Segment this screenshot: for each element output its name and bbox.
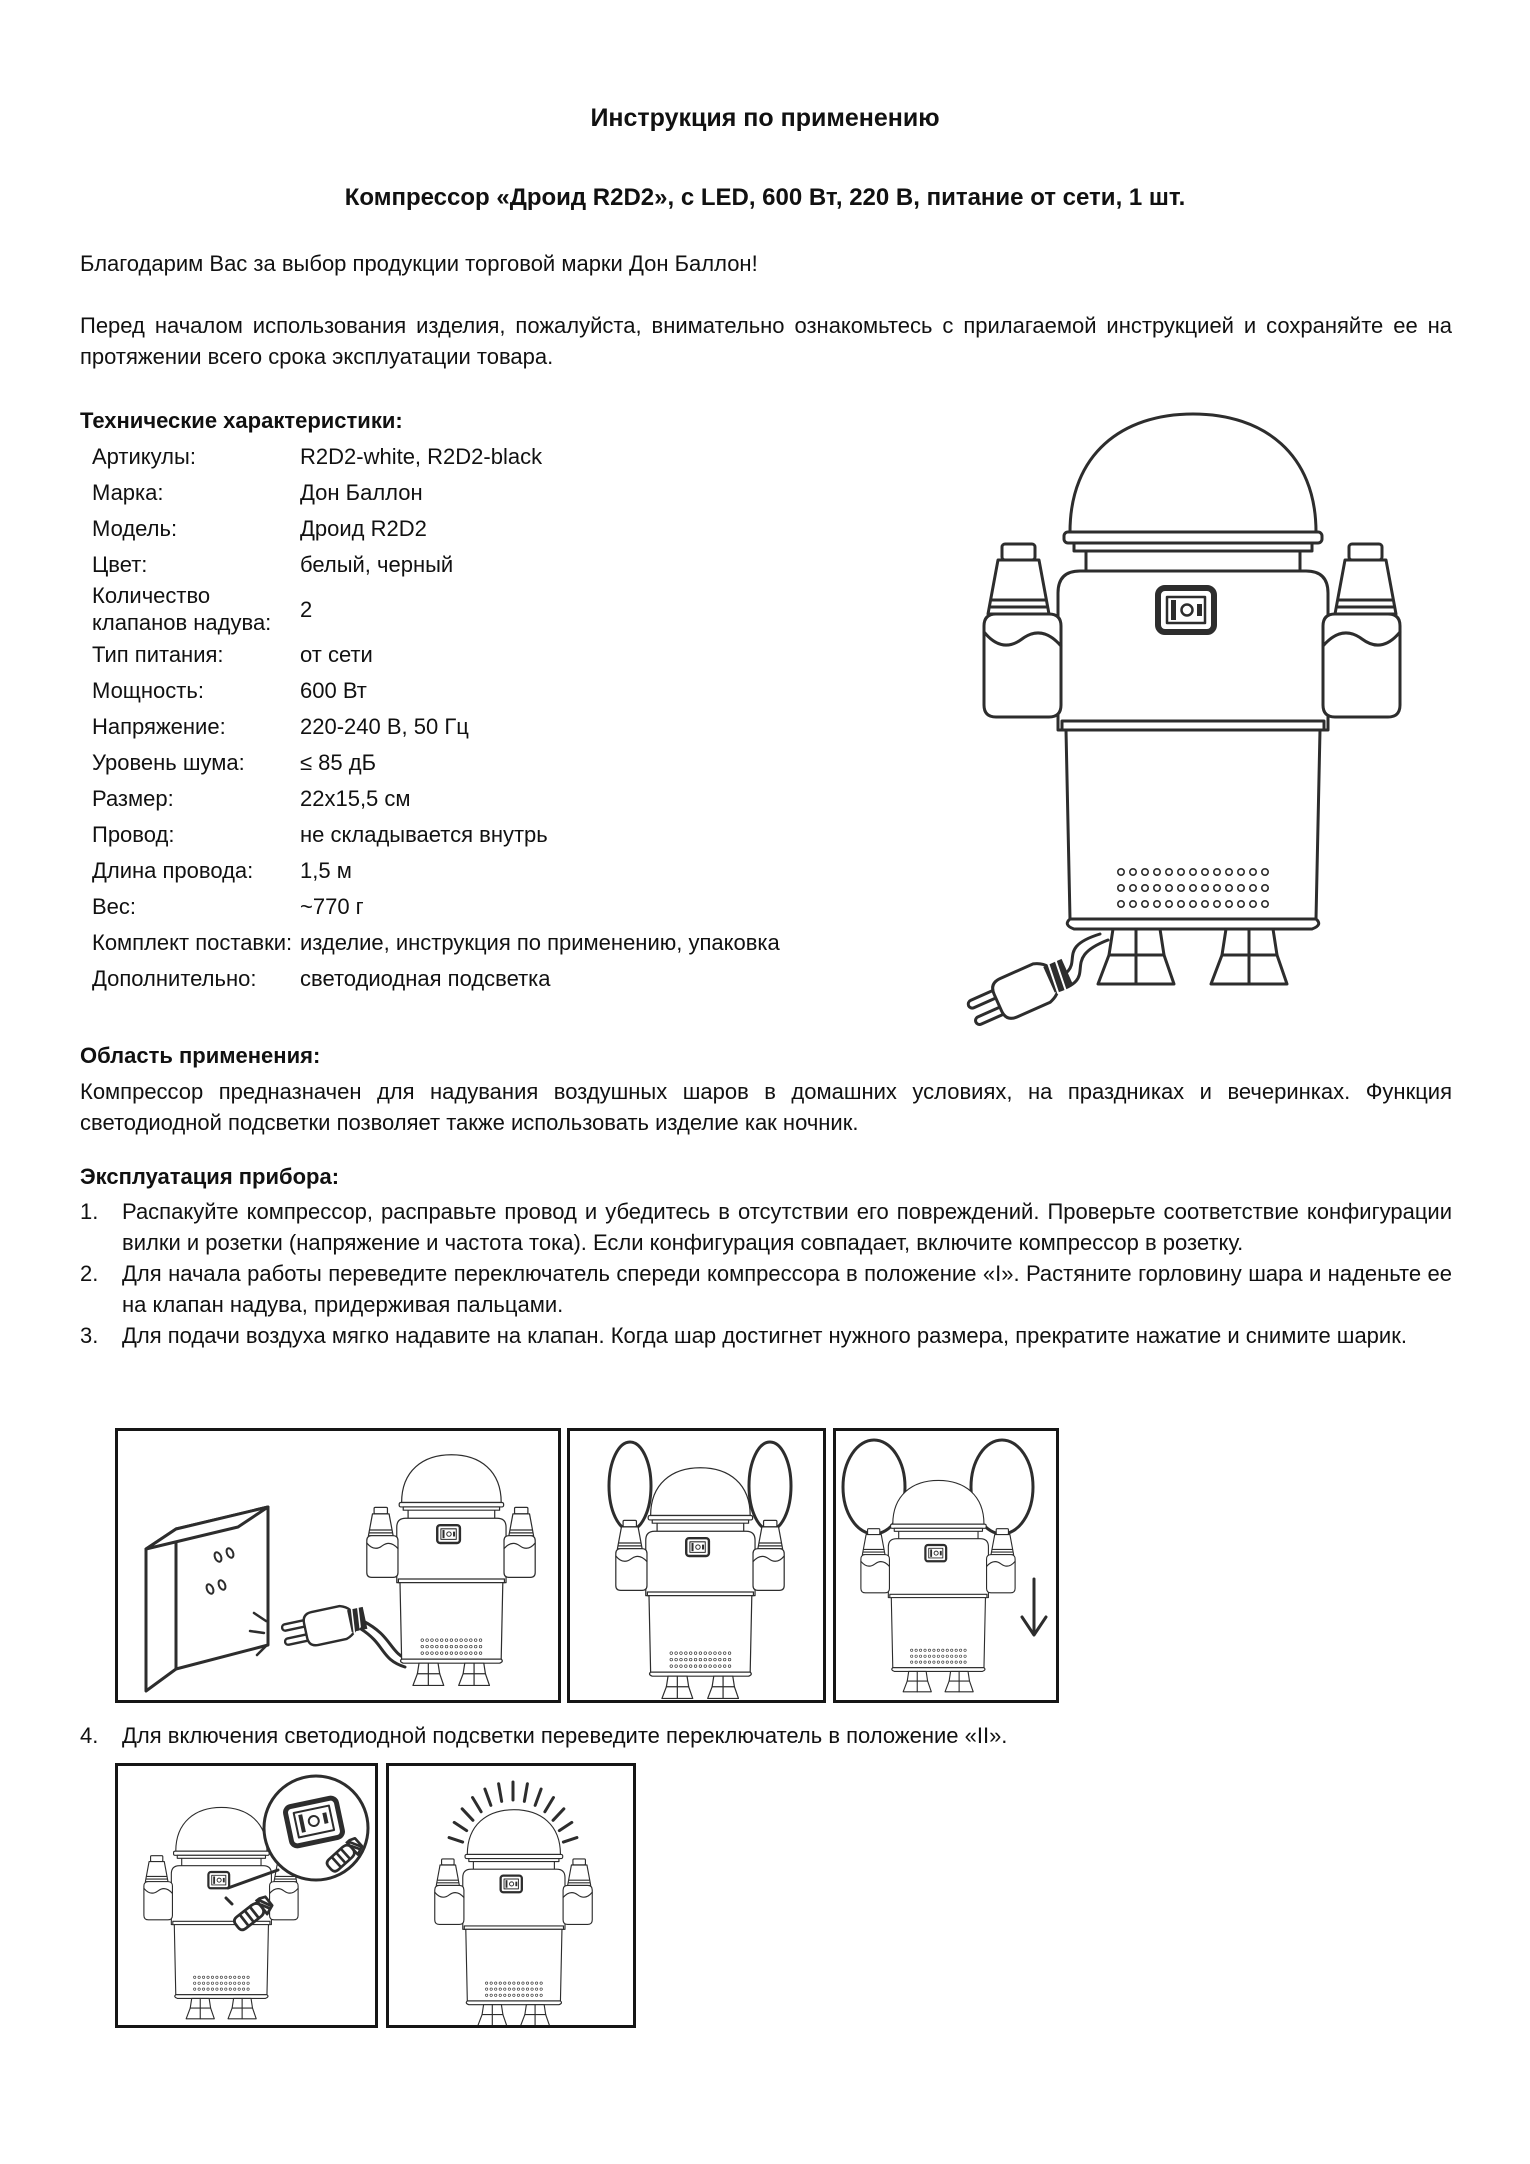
step-number: 4.: [80, 1723, 99, 1748]
application-text: Компрессор предназначен для надувания воздушных шаров в домашних условиях, на праздниках и вечеринках. Функция светодиодной подсветки позволяет также использовать изделие как ночник.: [80, 1079, 1452, 1135]
spec-row: [92, 888, 972, 924]
figure-switch-position-II: [115, 1763, 378, 2028]
spec-label: Тип питания:: [92, 641, 224, 667]
spec-value: белый, черный: [300, 551, 454, 577]
spec-row: [92, 546, 972, 582]
spec-row: [92, 960, 972, 996]
spec-value: R2D2-white, R2D2-black: [300, 443, 543, 469]
spec-label: Комплект поставки:: [92, 929, 293, 955]
spec-value: от сети: [300, 641, 373, 667]
spec-value: 600 Вт: [300, 677, 367, 703]
spec-value: изделие, инструкция по применению, упаковка: [300, 929, 780, 955]
operation-step: [80, 1320, 1452, 1351]
spec-label: Модель:: [92, 515, 178, 541]
spec-value: светодиодная подсветка: [300, 965, 551, 991]
spec-label: Размер:: [92, 785, 174, 811]
spec-value: 2: [300, 596, 313, 622]
figures-row-2: [0, 1763, 1530, 2028]
spec-value: Дон Баллон: [300, 479, 423, 505]
operation-heading: Эксплуатация прибора:: [80, 1164, 340, 1189]
spec-value: ~770 г: [300, 893, 364, 919]
spec-label: Дополнительно:: [92, 965, 257, 991]
step-text: Для подачи воздуха мягко надавите на клапан. Когда шар достигнет нужного размера, прекратите нажатие и снимите шарик.: [122, 1323, 1407, 1348]
spec-row: [92, 924, 972, 960]
spec-label: Провод:: [92, 821, 175, 847]
step-text: Для включения светодиодной подсветки переведите переключатель в положение «II».: [122, 1723, 1008, 1748]
spec-label: Мощность:: [92, 677, 204, 703]
spec-value: Дроид R2D2: [300, 515, 427, 541]
spec-value: 1,5 м: [300, 857, 352, 883]
power-switch-zoom: [284, 1797, 343, 1847]
operation-step: [80, 1196, 1452, 1258]
figure-plug-into-socket: [115, 1428, 561, 1703]
figures-row-1: [0, 1428, 1530, 1703]
spec-row: [92, 582, 972, 636]
application-heading: Область применения:: [80, 1043, 321, 1068]
spec-row: [92, 438, 972, 474]
spec-label: Длина провода:: [92, 857, 254, 883]
spec-label: Количество клапанов надува:: [92, 583, 272, 635]
spec-row: [92, 816, 972, 852]
spec-label: Вес:: [92, 893, 137, 919]
spec-label: Цвет:: [92, 551, 148, 577]
spec-value: 220-240 В, 50 Гц: [300, 713, 469, 739]
spec-row: [92, 708, 972, 744]
step-number: 1.: [80, 1199, 99, 1224]
spec-row: [92, 636, 972, 672]
notice-paragraph: Перед началом использования изделия, пожалуйста, внимательно ознакомьтесь с прилагаемой инструкцией и сохраняйте ее на протяжении всего срока эксплуатации товара.: [80, 313, 1452, 369]
figure-balloons-on-valves: [567, 1428, 826, 1703]
spec-row: [92, 780, 972, 816]
spec-label: Напряжение:: [92, 713, 226, 739]
spec-label: Артикулы:: [92, 443, 196, 469]
step-number: 3.: [80, 1323, 99, 1348]
step-number: 2.: [80, 1261, 99, 1286]
figure-night-light-mode: [386, 1763, 636, 2028]
spec-row: [92, 474, 972, 510]
spec-value: ≤ 85 дБ: [300, 749, 377, 775]
step-text: Для начала работы переведите переключатель спереди компрессора в положение «I». Растяните горловину шара и наденьте ее на клапан надува, придерживая пальцами.: [122, 1261, 1452, 1317]
step-text: Распакуйте компрессор, расправьте провод и убедитесь в отсутствии его повреждений. Проверьте соответствие конфигурации вилки и розетки (напряжение и частота тока). Если конфигурация совпадает, включите компрессор в розетку.: [122, 1199, 1452, 1255]
operation-steps: [80, 1196, 1452, 1351]
wall-with-socket: [146, 1507, 268, 1691]
greeting-paragraph: Благодарим Вас за выбор продукции торговой марки Дон Баллон!: [80, 251, 758, 276]
specs-heading: Технические характеристики:: [80, 408, 403, 433]
specs-table: [92, 438, 972, 996]
compressor-main-illustration: [940, 398, 1410, 1030]
spec-label: Уровень шума:: [92, 749, 245, 775]
operation-step-4: [80, 1720, 1452, 1751]
spec-row: [92, 672, 972, 708]
spec-value: не складывается внутрь: [300, 821, 548, 847]
operation-step: [80, 1258, 1452, 1320]
spec-row: [92, 510, 972, 546]
figure-press-valve: [833, 1428, 1059, 1703]
spec-label: Марка:: [92, 479, 164, 505]
spec-value: 22х15,5 см: [300, 785, 411, 811]
product-title: Компрессор «Дроид R2D2», с LED, 600 Вт, 220 В, питание от сети, 1 шт.: [344, 184, 1186, 211]
spec-row: [92, 744, 972, 780]
arrow-down-icon: [1022, 1579, 1046, 1635]
page-title: Инструкция по применению: [590, 104, 940, 132]
spec-row: [92, 852, 972, 888]
